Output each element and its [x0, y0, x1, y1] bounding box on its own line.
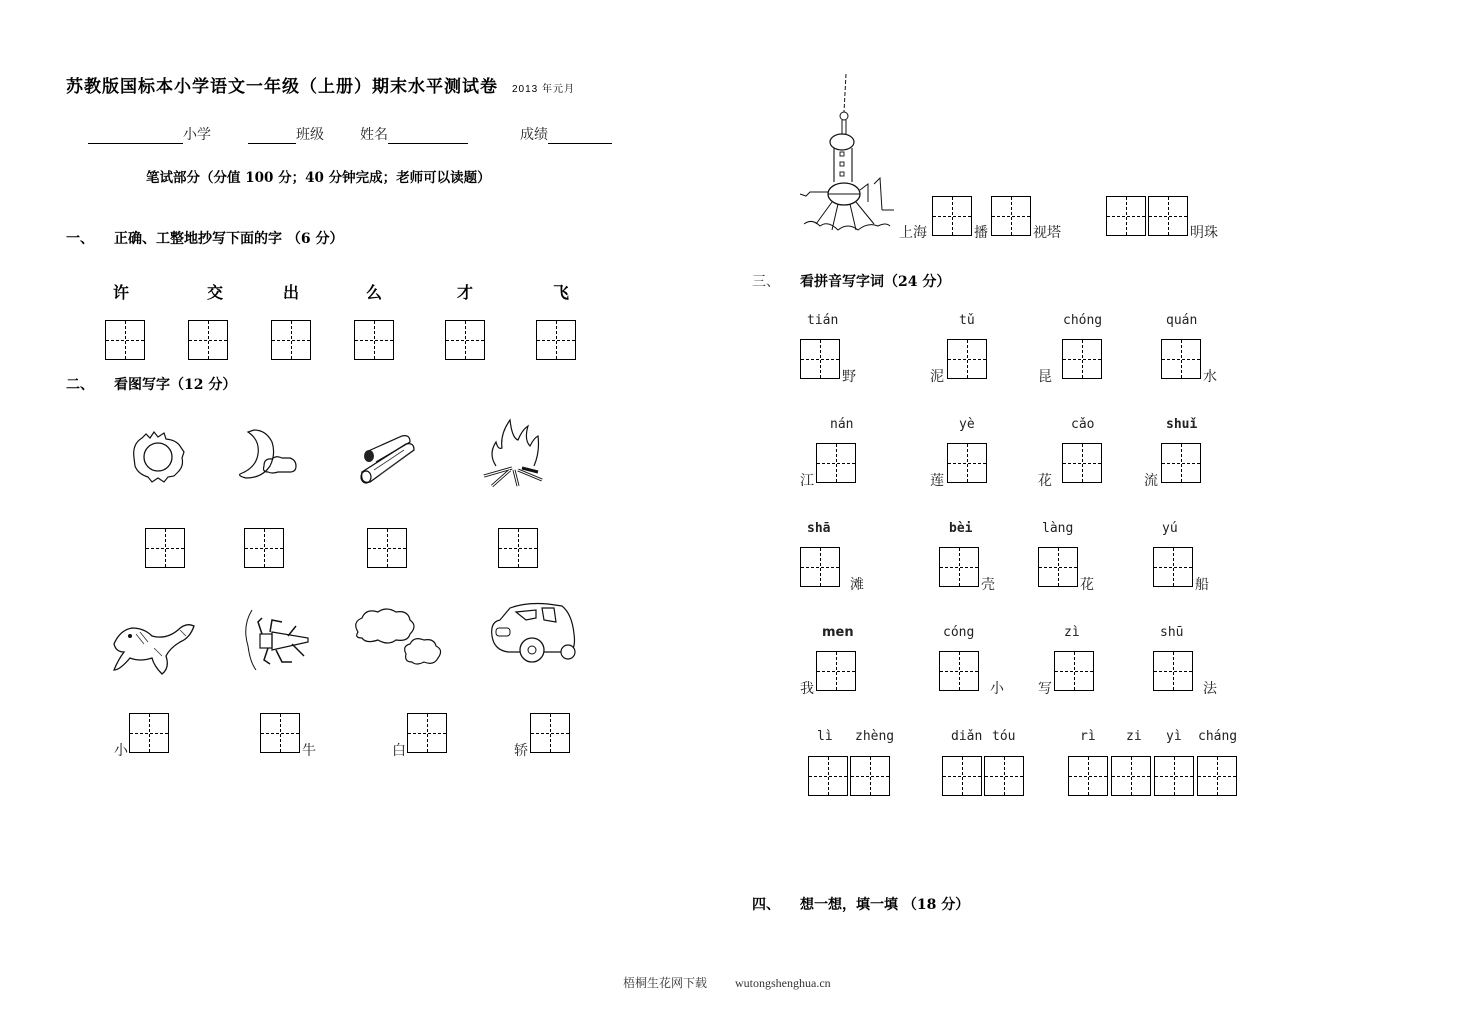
pinyin-grid-box[interactable]: [939, 547, 979, 587]
car-picture: [486, 600, 578, 666]
pinyin-grid-box[interactable]: [800, 339, 840, 379]
pinyin-label: tián: [807, 313, 839, 328]
word-prefix-label: 花: [1038, 474, 1052, 489]
word-prefix-label: 江: [800, 474, 814, 489]
word-suffix-label: 花: [1080, 578, 1094, 593]
exam-note: 笔试部分（分值 100 分；40 分钟完成；老师可以读题）: [146, 170, 491, 186]
section2-title: 看图写字（12 分）: [114, 377, 237, 393]
section2-number: 二、: [66, 377, 94, 393]
picture-grid-box-insect[interactable]: [260, 713, 300, 753]
word-prefix-label: 小: [114, 744, 128, 759]
pinyin-grid-box[interactable]: [1197, 756, 1237, 796]
footer-site-name: 梧桐生花网下载: [623, 976, 708, 990]
tower-label-mingzhu: 明珠: [1190, 226, 1218, 241]
pinyin-grid-box[interactable]: [1038, 547, 1078, 587]
pinyin-grid-box[interactable]: [816, 651, 856, 691]
pinyin-label: tǔ: [959, 313, 975, 328]
pinyin-label: cǎo: [1071, 417, 1095, 432]
pinyin-grid-box[interactable]: [1161, 443, 1201, 483]
wood-picture: [356, 432, 420, 488]
tower-label-bo: 播: [974, 226, 988, 241]
pinyin-label: shū: [1160, 625, 1184, 640]
pinyin-grid-box[interactable]: [1062, 339, 1102, 379]
pinyin-grid-box[interactable]: [1054, 651, 1094, 691]
section4-number: 四、: [752, 897, 780, 913]
class-label: 班级: [296, 128, 324, 143]
pinyin-label: yì: [1166, 729, 1182, 744]
word-prefix-label: 莲: [930, 474, 944, 489]
score-label: 成绩: [520, 128, 548, 143]
score-field[interactable]: [520, 124, 612, 144]
pinyin-label: yú: [1162, 521, 1178, 536]
pinyin-grid-box[interactable]: [942, 756, 982, 796]
tower-grid-box-4[interactable]: [1148, 196, 1188, 236]
pinyin-grid-box[interactable]: [808, 756, 848, 796]
section3-number: 三、: [752, 274, 780, 290]
section4-heading: [752, 894, 969, 914]
section4-title: 想一想，填一填 （18 分）: [800, 897, 970, 913]
word-suffix-label: 野: [842, 370, 856, 385]
copy-char-4: 么: [366, 283, 383, 302]
word-suffix-label: 壳: [981, 578, 995, 593]
writing-grid-box[interactable]: [445, 320, 485, 360]
pinyin-label: làng: [1042, 521, 1074, 536]
picture-grid-box-bird[interactable]: [129, 713, 169, 753]
word-suffix-label: 小: [990, 682, 1004, 697]
pinyin-grid-box[interactable]: [1062, 443, 1102, 483]
class-blank[interactable]: [248, 127, 296, 144]
footer: [623, 974, 831, 991]
picture-grid-box-sun[interactable]: [145, 528, 185, 568]
pinyin-grid-box[interactable]: [1111, 756, 1151, 796]
school-field[interactable]: [88, 124, 211, 144]
copy-char-5: 才: [457, 283, 474, 302]
pinyin-label: quán: [1166, 313, 1198, 328]
section1-heading: [66, 228, 344, 248]
pinyin-grid-box[interactable]: [947, 443, 987, 483]
copy-char-3: 出: [283, 283, 300, 302]
insect-picture: [242, 606, 316, 674]
word-suffix-label: 水: [1203, 370, 1217, 385]
picture-grid-box-fire[interactable]: [498, 528, 538, 568]
title-text: 苏教版国标本小学语文一年级（上册）期末水平测试卷: [66, 77, 498, 97]
page-title: [66, 72, 575, 97]
pinyin-grid-box[interactable]: [1154, 756, 1194, 796]
pinyin-grid-box[interactable]: [850, 756, 890, 796]
pinyin-grid-box[interactable]: [800, 547, 840, 587]
writing-grid-box[interactable]: [354, 320, 394, 360]
copy-char-6: 飞: [553, 283, 570, 302]
section1-number: 一、: [66, 231, 94, 247]
section1-title: 正确、工整地抄写下面的字 （6 分）: [114, 231, 344, 247]
tower-grid-box-2[interactable]: [991, 196, 1031, 236]
writing-grid-box[interactable]: [271, 320, 311, 360]
picture-grid-box-wood[interactable]: [367, 528, 407, 568]
pinyin-grid-box[interactable]: [1153, 547, 1193, 587]
name-label: 姓名: [360, 128, 388, 143]
pinyin-grid-box[interactable]: [947, 339, 987, 379]
word-suffix-label: 滩: [850, 578, 864, 593]
pinyin-label: lì: [817, 729, 833, 744]
tower-label-shanghai: 上海: [899, 226, 927, 241]
section2-heading: [66, 374, 236, 394]
pinyin-label: zì: [1064, 625, 1080, 640]
word-prefix-label: 昆: [1038, 370, 1052, 385]
pinyin-label: shuǐ: [1166, 417, 1198, 432]
pinyin-grid-box[interactable]: [1068, 756, 1108, 796]
score-blank[interactable]: [548, 127, 612, 144]
writing-grid-box[interactable]: [188, 320, 228, 360]
pinyin-label: men: [822, 625, 854, 640]
exam-date: 2013 年元月: [512, 84, 576, 95]
pinyin-label: diǎn: [951, 729, 983, 744]
name-field[interactable]: [360, 124, 468, 144]
cloud-picture: [352, 606, 446, 668]
pinyin-label: zhèng: [855, 729, 895, 744]
word-prefix-label: 白: [392, 744, 406, 759]
pinyin-label: zi: [1126, 729, 1142, 744]
pinyin-label: nán: [830, 417, 854, 432]
sun-picture: [128, 430, 192, 485]
school-blank[interactable]: [88, 127, 183, 144]
pinyin-label: bèi: [949, 521, 973, 536]
word-prefix-label: 泥: [930, 370, 944, 385]
picture-grid-box-car[interactable]: [530, 713, 570, 753]
oriental-pearl-tower-picture: [798, 74, 894, 240]
name-blank[interactable]: [388, 127, 468, 144]
writing-grid-box[interactable]: [536, 320, 576, 360]
copy-char-1: 许: [113, 283, 130, 302]
picture-grid-box-moon[interactable]: [244, 528, 284, 568]
word-suffix-label: 船: [1195, 578, 1209, 593]
bird-picture: [110, 612, 198, 678]
word-prefix-label: 流: [1144, 474, 1158, 489]
word-suffix-label: 牛: [302, 744, 316, 759]
tower-grid-box-3[interactable]: [1106, 196, 1146, 236]
word-suffix-label: 法: [1203, 682, 1217, 697]
pinyin-label: shā: [807, 521, 831, 536]
pinyin-label: tóu: [992, 729, 1016, 744]
fire-picture: [482, 416, 548, 492]
picture-grid-box-cloud[interactable]: [407, 713, 447, 753]
writing-grid-box[interactable]: [105, 320, 145, 360]
pinyin-label: yè: [959, 417, 975, 432]
word-prefix-label: 写: [1038, 682, 1052, 697]
copy-char-2: 交: [207, 283, 224, 302]
section3-title: 看拼音写字词（24 分）: [800, 274, 951, 290]
pinyin-grid-box[interactable]: [939, 651, 979, 691]
word-prefix-label: 我: [800, 682, 814, 697]
class-field[interactable]: [248, 124, 324, 144]
school-label: 小学: [183, 128, 211, 143]
pinyin-grid-box[interactable]: [1153, 651, 1193, 691]
pinyin-label: cóng: [943, 625, 975, 640]
section3-heading: [752, 271, 950, 291]
pinyin-grid-box[interactable]: [816, 443, 856, 483]
tower-label-shita: 视塔: [1033, 226, 1061, 241]
pinyin-grid-box[interactable]: [1161, 339, 1201, 379]
pinyin-label: chóng: [1063, 313, 1103, 328]
pinyin-grid-box[interactable]: [984, 756, 1024, 796]
word-prefix-label: 轿: [514, 744, 528, 759]
moon-picture: [236, 428, 302, 483]
pinyin-label: cháng: [1198, 729, 1238, 744]
pinyin-label: rì: [1080, 729, 1096, 744]
tower-grid-box-1[interactable]: [932, 196, 972, 236]
footer-url[interactable]: wutongshenghua.cn: [735, 976, 831, 990]
